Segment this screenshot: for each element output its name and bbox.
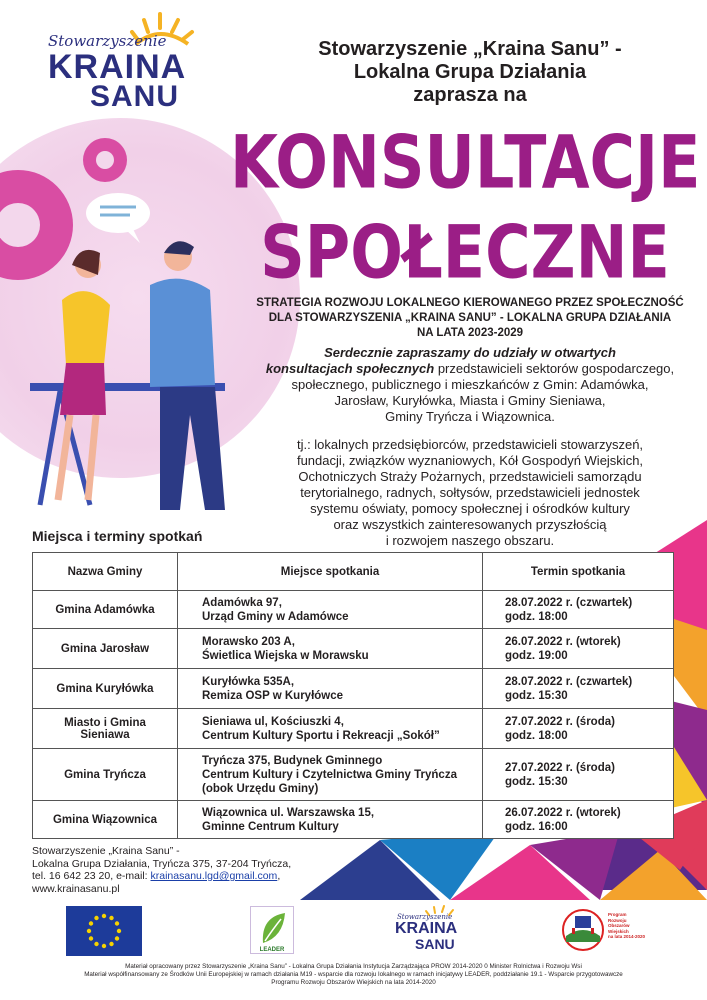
organizer-line-2: Lokalna Grupa Działania (353, 61, 587, 83)
cell-gmina: Miasto i Gmina Sieniawa (33, 709, 178, 749)
email-suffix: , (277, 870, 281, 882)
date-line: 27.07.2022 r. (środa) (505, 715, 615, 728)
prow-text (608, 912, 645, 940)
invitation-text (255, 345, 685, 425)
audience-line: fundacji, związków wyznaniowych, Kół Gospodyń Wiejskich, (296, 453, 644, 468)
cell-gmina: Gmina Wiązownica (33, 801, 178, 839)
eu-flag-icon (66, 906, 142, 956)
table-row (33, 629, 674, 669)
invite-line-3: społecznego, publicznego i mieszkańców z Gmin: Adamówka, (291, 377, 649, 392)
strategy-line-1: STRATEGIA ROZWOJU LOKALNEGO KIEROWANEGO PRZEZ SPOŁECZNOŚĆ (256, 297, 684, 309)
cell-date (483, 669, 674, 709)
cell-place (178, 749, 483, 801)
cell-place (178, 801, 483, 839)
small-logo-line-2: SANU (415, 936, 455, 952)
meetings-table (32, 552, 674, 838)
table-row (33, 669, 674, 709)
place-line: Remiza OSP w Kuryłówce (202, 689, 344, 702)
place-line: (obok Urzędu Gminy) (202, 782, 319, 795)
date-line: 27.07.2022 r. (środa) (505, 761, 615, 774)
email-link[interactable]: krainasanu.lgd@gmail.com (150, 870, 278, 882)
organizer-line-3: zaprasza na (413, 84, 527, 106)
table-row (33, 801, 674, 839)
organizer-heading (290, 38, 650, 107)
kraina-sanu-logo (40, 10, 210, 115)
time-line: godz. 18:00 (505, 610, 568, 623)
contact-line-3 (32, 870, 291, 883)
footer-disclaimer (40, 963, 667, 987)
place-line: Świetlica Wiejska w Morawsku (202, 649, 369, 662)
prow-line: na lata 2014-2020 (608, 934, 646, 939)
prow-line: Obszarów (608, 923, 630, 928)
invite-rest: przedstawicieli sektorów gospodarczego, (434, 361, 675, 376)
cell-date (483, 749, 674, 801)
table-header-row (33, 553, 674, 591)
cell-gmina: Gmina Kuryłówka (33, 669, 178, 709)
place-line: Centrum Kultury i Czytelnictwa Gminy Tryńcza (202, 768, 457, 781)
header-date: Termin spotkania (483, 553, 674, 591)
strategy-heading (255, 296, 685, 341)
cell-place (178, 669, 483, 709)
organizer-line-1: Stowarzyszenie „Kraina Sanu” - (318, 38, 622, 60)
place-line: Tryńcza 375, Budynek Gminnego (202, 754, 383, 767)
place-line: Kuryłówka 535A, (202, 675, 295, 688)
audience-line: terytorialnego, radnych, sołtysów, przedstawicieli jednostek (300, 485, 640, 500)
cell-place (178, 629, 483, 669)
cell-place (178, 709, 483, 749)
leader-leaf-icon (251, 907, 293, 953)
invite-line-1: Serdecznie zapraszamy do udziały w otwartych (324, 345, 616, 360)
table-row (33, 749, 674, 801)
website-link[interactable]: www.krainasanu.pl (32, 882, 120, 895)
audience-line: Ochotniczych Straży Pożarnych, przedstawicieli samorządu (298, 469, 642, 484)
small-logo-line-1: KRAINA (395, 920, 458, 937)
strategy-line-2: DLA STOWARZYSZENIA „KRAINA SANU” - LOKALNA GRUPA DZIAŁANIA (268, 312, 672, 324)
cell-gmina: Gmina Adamówka (33, 591, 178, 629)
prow-line: Rozwoju (608, 917, 627, 923)
cell-gmina: Gmina Tryńcza (33, 749, 178, 801)
table-row (33, 591, 674, 629)
cell-date (483, 801, 674, 839)
place-line: Sieniawa ul, Kościuszki 4, (202, 715, 344, 728)
cell-place (178, 591, 483, 629)
date-line: 28.07.2022 r. (czwartek) (505, 675, 633, 688)
table-title: Miejsca i terminy spotkań (32, 528, 203, 544)
cell-date (483, 591, 674, 629)
audience-text (255, 437, 685, 549)
place-line: Wiązownica ul. Warszawska 15, (202, 806, 375, 819)
place-line: Urząd Gminy w Adamówce (202, 610, 349, 623)
header-gmina: Nazwa Gminy (33, 553, 178, 591)
contact-line-1: Stowarzyszenie „Kraina Sanu” - (32, 845, 180, 857)
audience-line: tj.: lokalnych przedsiębiorców, przedstawicieli stowarzyszeń, (296, 437, 644, 452)
invite-italic-phrase: konsultacjach społecznych (265, 361, 435, 376)
prow-emblem-icon (560, 906, 606, 954)
footer-line-2: Materiał współfinansowany ze Środków Unii Europejskiej w ramach działania M19 - wsparcie dla rozwoju lokalnego w ramach inicjatywy LEADER, poddziałanie 19.1 - Wsparcie przygotowawcze (84, 971, 623, 978)
time-line: godz. 18:00 (505, 729, 568, 742)
audience-line: i rozwojem naszego obszaru. (385, 533, 555, 548)
place-line: Centrum Kultury Sportu i Rekreacji „Sokół” (202, 729, 440, 742)
leader-text: LEADER (259, 947, 285, 953)
leader-logo (250, 906, 294, 954)
cell-date (483, 629, 674, 669)
time-line: godz. 15:30 (505, 775, 568, 788)
time-line: godz. 16:00 (505, 820, 568, 833)
invite-line-2 (255, 361, 685, 377)
time-line: godz. 15:30 (505, 689, 568, 702)
date-line: 28.07.2022 r. (czwartek) (505, 596, 633, 609)
eu-stars-icon (66, 906, 142, 956)
cell-gmina: Gmina Jarosław (33, 629, 178, 669)
title-line-1: KONSULTACJE (230, 119, 701, 206)
logo-small-text: Stowarzyszenie (48, 32, 167, 50)
place-line: Adamówka 97, (202, 596, 282, 609)
date-line: 26.07.2022 r. (wtorek) (505, 635, 621, 648)
contact-line-2: Lokalna Grupa Działania, Tryńcza 375, 37-204 Tryńcza, (32, 857, 292, 870)
invite-line-5: Gminy Tryńcza i Wiązownica. (385, 409, 555, 424)
logo-line-2: SANU (90, 80, 180, 113)
audience-line: oraz wszystkich zainteresowanych przyszłością (333, 517, 607, 532)
gear-small-icon (83, 138, 127, 182)
table-row (33, 709, 674, 749)
footer-line-1: Materiał opracowany przez Stowarzyszenie „Kraina Sanu” - Lokalna Grupa Działania Instytucja Zarządzająca PROW 2014-2020 0 Minister Rolnictwa i Rozwoju Wsi (125, 963, 582, 970)
audience-line: systemu oświaty, pomocy społecznej i ośrodków kultury (310, 501, 630, 516)
small-logo-text: Stowarzyszenie (397, 913, 453, 921)
speech-bubble-icon (86, 193, 150, 243)
title-line-2: SPOŁECZNE (260, 208, 670, 295)
date-line: 26.07.2022 r. (wtorek) (505, 806, 621, 819)
cell-date (483, 709, 674, 749)
contact-info (32, 845, 291, 895)
prow-line: Wiejskich (608, 928, 629, 934)
decorative-triangles-bottom (300, 830, 707, 900)
footer-line-3: Programu Rozwoju Obszarów Wiejskich na lata 2014-2020 (271, 979, 436, 986)
gear-icon (0, 170, 73, 280)
contact-phone: tel. 16 642 23 20, e-mail: (32, 870, 151, 882)
place-line: Gminne Centrum Kultury (202, 820, 339, 833)
place-line: Morawsko 203 A, (202, 635, 295, 648)
prow-logo (560, 906, 650, 956)
invite-line-4: Jarosław, Kuryłówka, Miasta i Gminy Sieniawa, (334, 393, 606, 408)
strategy-line-3: NA LATA 2023-2029 (416, 327, 524, 339)
consultation-illustration (0, 125, 240, 525)
kraina-sanu-small-logo (385, 905, 465, 957)
time-line: godz. 19:00 (505, 649, 568, 662)
header-place: Miejsce spotkania (178, 553, 483, 591)
prow-line: Program (608, 912, 627, 917)
main-title (230, 118, 700, 297)
logo-line-1: KRAINA (48, 48, 187, 86)
